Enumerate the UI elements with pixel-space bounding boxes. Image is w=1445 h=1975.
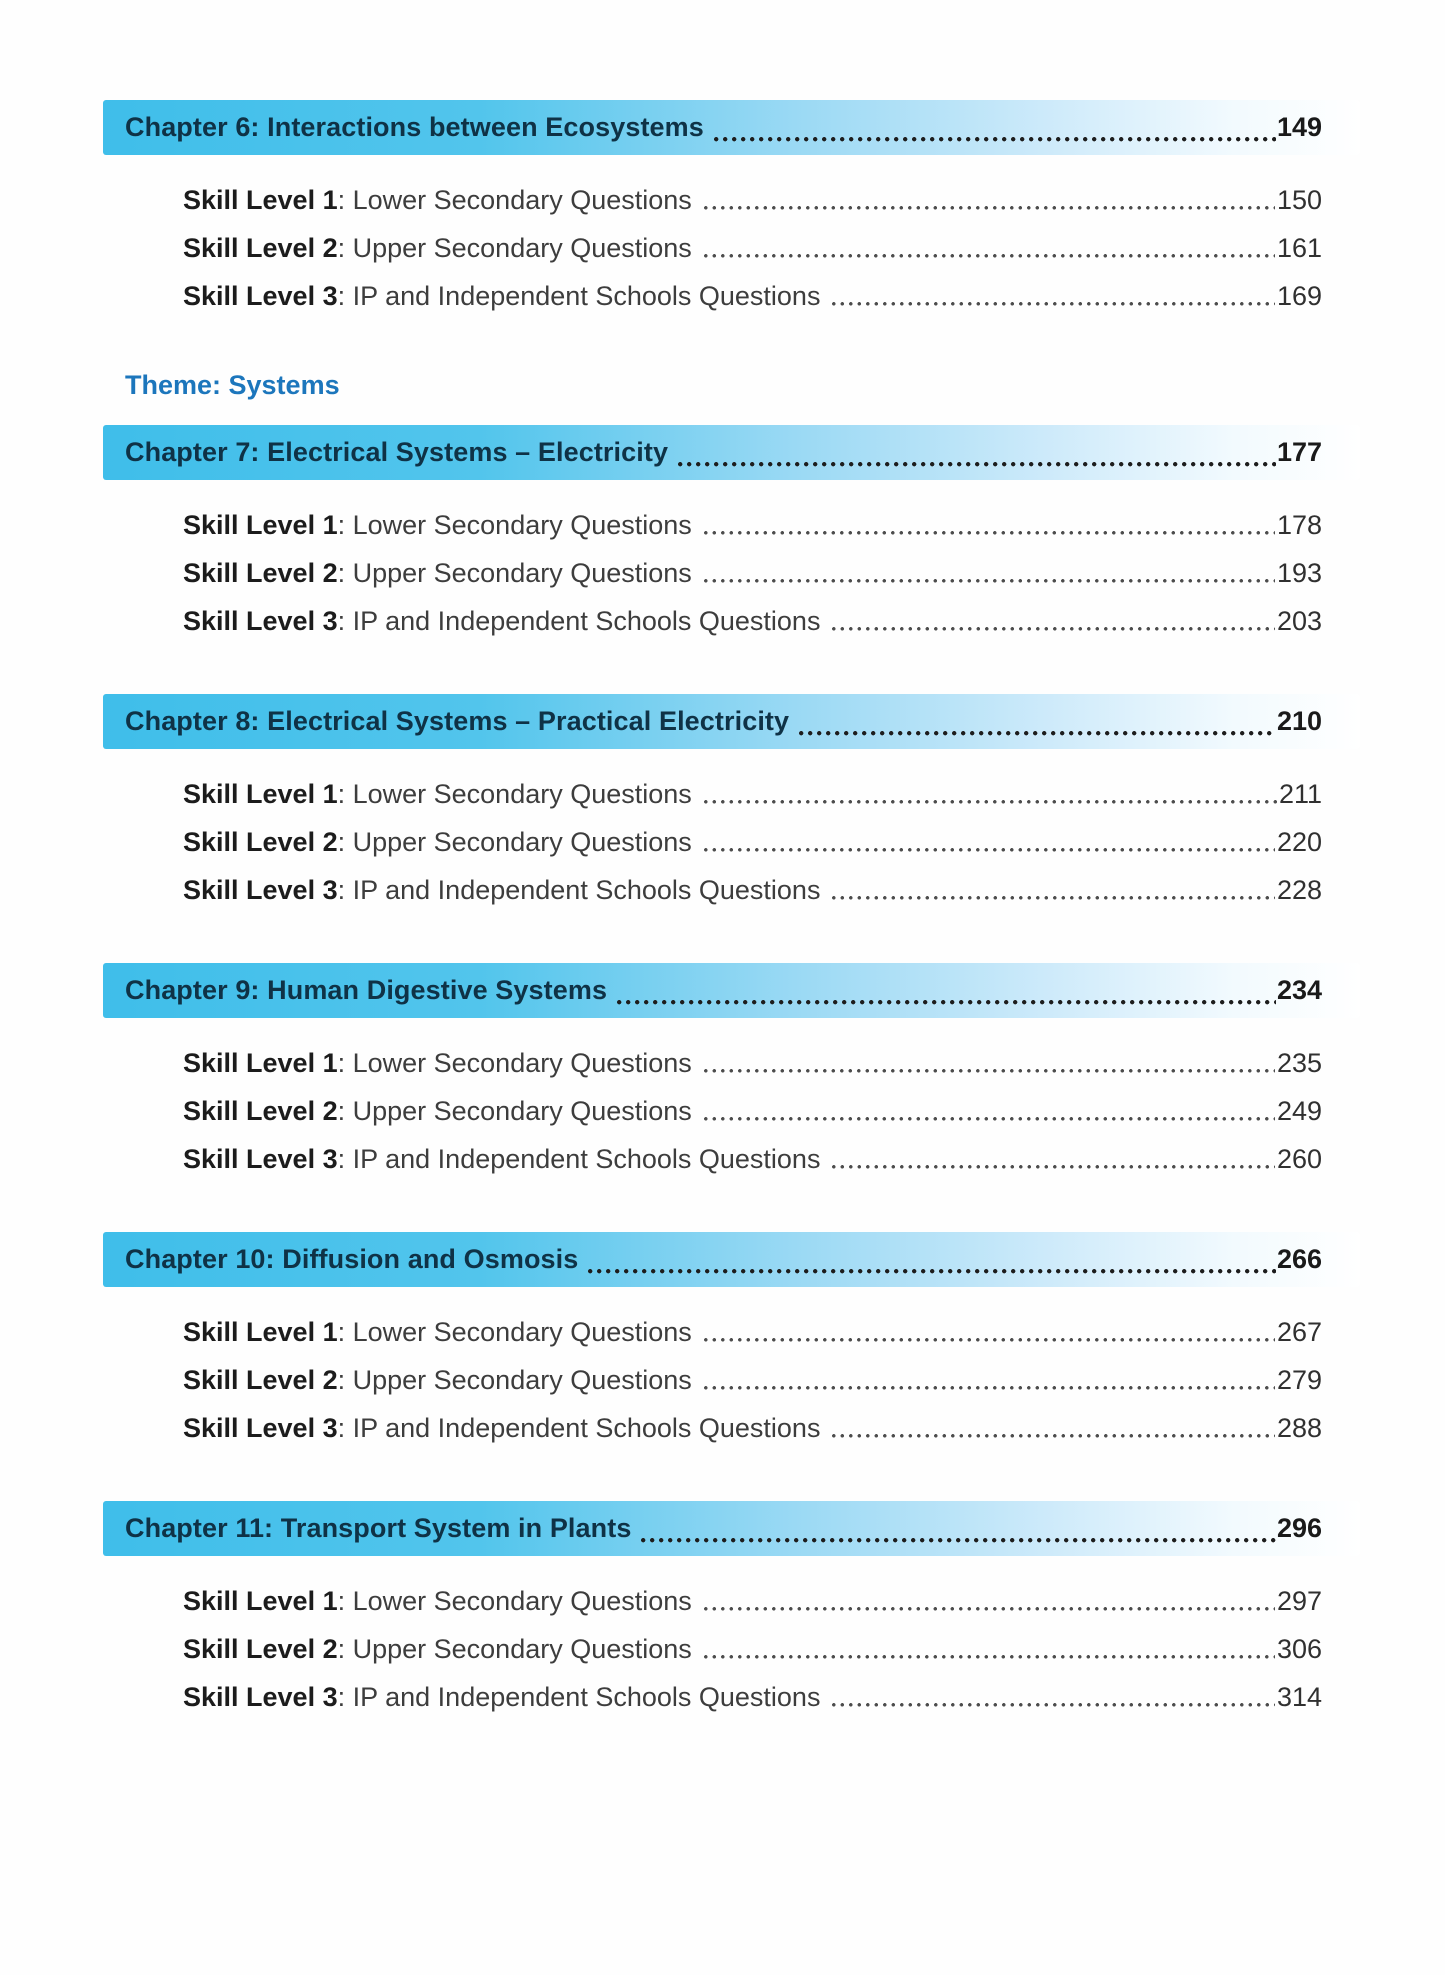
toc-entry xyxy=(183,1096,1322,1126)
toc-entry xyxy=(183,1682,1322,1712)
skill-desc: : Lower Secondary Questions xyxy=(337,510,692,540)
skill-level-label: Skill Level 1 xyxy=(183,779,338,809)
toc-entry xyxy=(183,1634,1322,1664)
skill-level-label: Skill Level 2 xyxy=(183,1634,338,1664)
skill-desc: : IP and Independent Schools Questions xyxy=(337,1682,821,1712)
skill-level-label: Skill Level 2 xyxy=(183,1365,338,1395)
skill-desc: : IP and Independent Schools Questions xyxy=(337,1144,821,1174)
skill-desc: : Upper Secondary Questions xyxy=(337,558,692,588)
dotted-leader xyxy=(692,1096,1277,1126)
skill-label xyxy=(183,1317,692,1347)
chapter-section xyxy=(0,694,1445,905)
page-number: 279 xyxy=(1276,1365,1322,1395)
chapter-section xyxy=(0,1501,1445,1712)
toc-entry xyxy=(183,779,1322,809)
chapter-heading-row xyxy=(103,1501,1360,1556)
skill-level-label: Skill Level 3 xyxy=(183,875,338,905)
page-number: 249 xyxy=(1276,1096,1322,1126)
dotted-leader xyxy=(692,779,1279,809)
dotted-leader xyxy=(692,1048,1277,1078)
chapter-heading-row xyxy=(103,425,1360,480)
page-number: 260 xyxy=(1276,1144,1322,1174)
toc-entry xyxy=(183,1365,1322,1395)
dotted-leader xyxy=(820,1682,1276,1712)
page-number: 228 xyxy=(1276,875,1322,905)
dotted-leader xyxy=(820,1144,1276,1174)
dotted-leader xyxy=(692,558,1277,588)
skill-desc: : Upper Secondary Questions xyxy=(337,827,692,857)
skill-level-label: Skill Level 2 xyxy=(183,827,338,857)
dotted-leader xyxy=(607,963,1277,1018)
skill-level-label: Skill Level 1 xyxy=(183,1586,338,1616)
skill-list xyxy=(183,1048,1322,1174)
skill-desc: : IP and Independent Schools Questions xyxy=(337,606,821,636)
skill-level-label: Skill Level 1 xyxy=(183,1048,338,1078)
skill-label xyxy=(183,510,692,540)
dotted-leader xyxy=(692,233,1277,263)
dotted-leader xyxy=(692,1365,1277,1395)
skill-label xyxy=(183,1096,692,1126)
page-number: 314 xyxy=(1276,1682,1322,1712)
dotted-leader xyxy=(789,694,1277,749)
page-number: 297 xyxy=(1276,1586,1322,1616)
skill-label xyxy=(183,779,692,809)
toc-entry xyxy=(183,606,1322,636)
skill-desc: : Upper Secondary Questions xyxy=(337,233,692,263)
skill-label xyxy=(183,1586,692,1616)
dotted-leader xyxy=(692,510,1277,540)
dotted-leader xyxy=(578,1232,1277,1287)
skill-level-label: Skill Level 2 xyxy=(183,1096,338,1126)
skill-desc: : Upper Secondary Questions xyxy=(337,1634,692,1664)
toc-entry xyxy=(183,1144,1322,1174)
page-number: 150 xyxy=(1276,185,1322,215)
skill-level-label: Skill Level 3 xyxy=(183,1413,338,1443)
toc-entry xyxy=(183,233,1322,263)
chapter-heading-row xyxy=(103,1232,1360,1287)
toc-entry xyxy=(183,558,1322,588)
skill-desc: : IP and Independent Schools Questions xyxy=(337,875,821,905)
skill-list xyxy=(183,1586,1322,1712)
chapter-section xyxy=(0,425,1445,636)
chapter-section xyxy=(0,963,1445,1174)
toc-entry xyxy=(183,1048,1322,1078)
page-number: 169 xyxy=(1276,281,1322,311)
chapter-page-number: 234 xyxy=(1276,975,1322,1005)
toc-entry xyxy=(183,827,1322,857)
skill-level-label: Skill Level 1 xyxy=(183,185,338,215)
dotted-leader xyxy=(692,827,1277,857)
skill-label xyxy=(183,1048,692,1078)
skill-level-label: Skill Level 3 xyxy=(183,606,338,636)
page-number: 220 xyxy=(1276,827,1322,857)
chapter-title: Chapter 10: Diffusion and Osmosis xyxy=(125,1244,579,1274)
skill-label xyxy=(183,233,692,263)
skill-list xyxy=(183,510,1322,636)
skill-desc: : Lower Secondary Questions xyxy=(337,1586,692,1616)
page-number: 235 xyxy=(1276,1048,1322,1078)
skill-list xyxy=(183,779,1322,905)
page-number: 161 xyxy=(1276,233,1322,263)
toc-entry xyxy=(183,1413,1322,1443)
chapter-heading-row xyxy=(103,100,1360,155)
chapter-title: Chapter 6: Interactions between Ecosystems xyxy=(125,112,704,142)
page-number: 288 xyxy=(1276,1413,1322,1443)
toc-entry xyxy=(183,1586,1322,1616)
chapter-title: Chapter 7: Electrical Systems – Electricity xyxy=(125,437,669,467)
dotted-leader xyxy=(820,875,1276,905)
dotted-leader xyxy=(631,1501,1276,1556)
chapter-section xyxy=(0,100,1445,311)
skill-label xyxy=(183,1144,820,1174)
skill-list xyxy=(183,1317,1322,1443)
skill-desc: : Upper Secondary Questions xyxy=(337,1096,692,1126)
dotted-leader xyxy=(820,606,1276,636)
skill-label xyxy=(183,558,692,588)
skill-desc: : IP and Independent Schools Questions xyxy=(337,1413,821,1443)
skill-label xyxy=(183,1365,692,1395)
page-number: 306 xyxy=(1276,1634,1322,1664)
skill-desc: : Lower Secondary Questions xyxy=(337,1317,692,1347)
dotted-leader xyxy=(692,185,1277,215)
skill-label xyxy=(183,606,820,636)
skill-level-label: Skill Level 2 xyxy=(183,233,338,263)
skill-level-label: Skill Level 3 xyxy=(183,281,338,311)
dotted-leader xyxy=(668,425,1277,480)
page-number: 203 xyxy=(1276,606,1322,636)
dotted-leader xyxy=(692,1634,1277,1664)
chapter-title: Chapter 8: Electrical Systems – Practical Electricity xyxy=(125,706,790,736)
chapter-section xyxy=(0,1232,1445,1443)
page-number: 193 xyxy=(1276,558,1322,588)
chapter-page-number: 210 xyxy=(1276,706,1322,736)
chapter-page-number: 177 xyxy=(1276,437,1322,467)
skill-label xyxy=(183,1413,820,1443)
page-number: 178 xyxy=(1276,510,1322,540)
skill-desc: : Lower Secondary Questions xyxy=(337,185,692,215)
toc-entry xyxy=(183,185,1322,215)
toc-entry xyxy=(183,875,1322,905)
toc-entry xyxy=(183,1317,1322,1347)
skill-label xyxy=(183,281,820,311)
page-number: 211 xyxy=(1278,779,1322,809)
skill-label xyxy=(183,1634,692,1664)
dotted-leader xyxy=(692,1317,1277,1347)
skill-label xyxy=(183,1682,820,1712)
dotted-leader xyxy=(692,1586,1277,1616)
skill-level-label: Skill Level 3 xyxy=(183,1144,338,1174)
dotted-leader xyxy=(704,100,1277,155)
skill-level-label: Skill Level 1 xyxy=(183,1317,338,1347)
chapter-title: Chapter 11: Transport System in Plants xyxy=(125,1513,632,1543)
dotted-leader xyxy=(820,1413,1276,1443)
chapter-title: Chapter 9: Human Digestive Systems xyxy=(125,975,608,1005)
chapter-page-number: 296 xyxy=(1276,1513,1322,1543)
page-number: 267 xyxy=(1276,1317,1322,1347)
skill-label xyxy=(183,827,692,857)
skill-level-label: Skill Level 1 xyxy=(183,510,338,540)
chapter-heading-row xyxy=(103,694,1360,749)
skill-desc: : Upper Secondary Questions xyxy=(337,1365,692,1395)
skill-label xyxy=(183,185,692,215)
skill-desc: : IP and Independent Schools Questions xyxy=(337,281,821,311)
chapter-page-number: 266 xyxy=(1276,1244,1322,1274)
skill-list xyxy=(183,185,1322,311)
toc-entry xyxy=(183,510,1322,540)
skill-label xyxy=(183,875,820,905)
skill-level-label: Skill Level 2 xyxy=(183,558,338,588)
dotted-leader xyxy=(820,281,1276,311)
skill-desc: : Lower Secondary Questions xyxy=(337,1048,692,1078)
skill-desc: : Lower Secondary Questions xyxy=(337,779,692,809)
toc-entry xyxy=(183,281,1322,311)
chapter-heading-row xyxy=(103,963,1360,1018)
skill-level-label: Skill Level 3 xyxy=(183,1682,338,1712)
theme-heading: Theme: Systems xyxy=(125,370,340,400)
chapter-page-number: 149 xyxy=(1276,112,1322,142)
